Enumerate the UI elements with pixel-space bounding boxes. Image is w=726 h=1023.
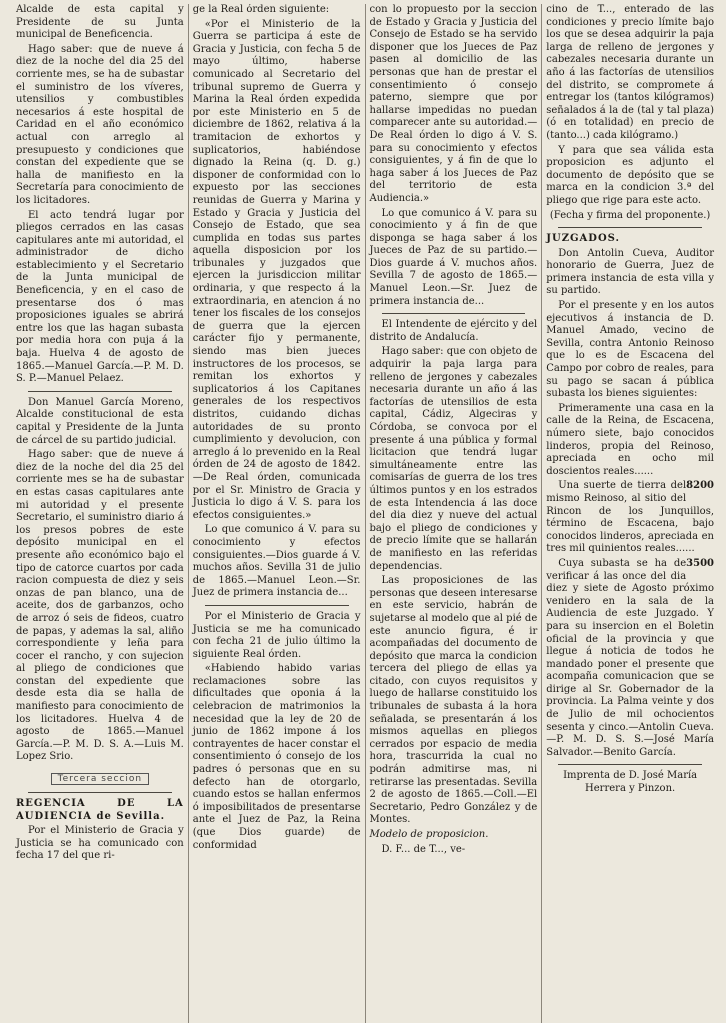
section-stamp: Tercera seccion (51, 773, 149, 785)
paragraph: Por el presente y en los autos ejecutivos á instancia de D. Manuel Amado, vecino de Sevilla, contra Antonio Reinoso que lo es de Escacena del Campo por cobro de reales, para su pago se sacan á pública subasta los bienes siguientes: (546, 300, 714, 400)
paragraph: Por el Ministerio de Gracia y Justicia se ha comunicado con fecha 17 del que ri- (16, 825, 184, 862)
divider (558, 764, 702, 765)
price-value: 8200 (686, 480, 714, 492)
paragraph: Una suerte de tierra del mismo Reinoso, al sitio del Rincon de los Junquillos, término de Escacena, bajo conocidos linderos, apreciada en tres mil quinientos reales...... (546, 480, 714, 555)
paragraph: Las proposiciones de las personas que deseen interesarse en este servicio, habrán de sujetarse al modelo que al pié de este anuncio figura, é ir acompañadas del documento de depósito que marca la condicion tercera del pliego de ellas ya citado, con cuyos requisitos y luego de hallarse constituido los tribunales de subasta á la hora señalada, se presentarán á los mismos aquellas en pliegos cerrados por espacio de media hora, trascurrida la cual no podrán admitirse mas, ni retirarse las presentadas. Sevilla 2 de agosto de 1865.—Coll.—El Secretario, Pedro González y de Montes. (369, 575, 538, 826)
paragraph: Primeramente una casa en la calle de la Reina, de Escacena, número siete, bajo conocidos linderos, propia del Reinoso, apreciada en ocho mil doscientos reales...... (546, 402, 714, 477)
column-4 (541, 4, 718, 1023)
paragraph: Cuya subasta se ha de verificar á las once del dia diez y siete de Agosto próximo venidero en la sala de la Audiencia de este Juzgado. Y para su insercion en el Boletin oficial de la provincia y que llegue á noticia de todos he mandado poner el presente que acompaña comunicacion que se dirige al Sr. Gobernador de la provincia. La Palma veinte y dos de Julio de mil ochocientos sesenta y cinco.—Antolin Cueva.—P. M. D. S. S.—José María Salvador.—Benito García. (546, 557, 714, 758)
paragraph: Hago saber: que de nueve á diez de la noche del dia 25 del corriente mes, se ha de subastar el suministro de los víveres, utensilios y combustibles necesarios á este hospital de Caridad en el año económico actual con arreglo al presupuesto y condiciones que constan del expediente que se halla de manifiesto en la Secretaría para conocimiento de los licitadores. (16, 43, 184, 206)
paragraph: El Intendente de ejército y del distrito de Andalucía. (369, 319, 538, 343)
paragraph: Por el Ministerio de Gracia y Justicia se me ha comunicado con fecha 21 de julio último la siguiente Real órden. (192, 610, 361, 660)
paragraph: Lo que comunico á V. para su conocimiento y efectos consiguientes.—Dios guarde á V. muchos años. Sevilla 31 de julio de 1865.—Manuel Leon.—Sr. Juez de primera instancia de... (192, 524, 361, 599)
section-stamp-wrap (16, 766, 184, 787)
paragraph: Hago saber: que con objeto de adquirir la paja larga para relleno de jergones y cabezales necesaria durante un año á las factorías de utensilios de esta capital, Cádiz, Algeciras y Córdoba, se convoca por el presente á una pública y formal licitacion que tendrá lugar simultáneamente entre las comisarías de guerra de los tres últimos puntos y en los estrados de esta Intendencia á las doce del dia diez y nueve del actual bajo el pliego de condiciones y de precio límite que se hallarán de manifiesto en las referidas dependencias. (369, 346, 538, 572)
subheading: Modelo de proposicion. (369, 829, 489, 840)
paragraph: ge la Real órden siguiente: (192, 4, 330, 15)
paragraph: «Por el Ministerio de la Guerra se participa á este de Gracia y Justicia, con fecha 5 de mayo último, haberse comunicado al Secretario del tribunal supremo de Guerra y Marina la Real órden expedida por este Ministerio en 5 de diciembre de 1862, relativa á la tramitacion de exhortos y suplicatorios, habiéndose dignado la Reina (q. D. g.) disponer de conformidad con lo expuesto por las secciones reunidas de Guerra y Marina y Estado y Gracia y Justicia del Consejo de Estado, que sea cumplida en todas sus partes aquella disposicion por los tribunales y juzgados que ejercen la jurisdiccion militar ordinaria, y que respecto á la extraordinaria, en atencion á no tener los fiscales de los consejos de guerra que la ejercen carácter fijo y permanente, siendo mas bien jueces instructores de los procesos, se remitan los exhortos y suplicatorios á los Capitanes generales de los respectivos distritos, cuidando dichas autoridades de su pronto cumplimiento y devolucion, con arreglo á lo prevenido en la Real órden de 24 de agosto de 1842.—De Real órden, comunicada por el Sr. Ministro de Gracia y Justicia lo digo á V. S. para los efectos consiguientes.» (192, 18, 361, 521)
divider (205, 605, 349, 606)
paragraph: Don Antolin Cueva, Auditor honorario de Guerra, Juez de primera instancia de esta villa y su partido. (546, 247, 714, 297)
section-heading: JUZGADOS. (546, 233, 621, 245)
paragraph: Don Manuel García Moreno, Alcalde constitucional de esta capital y Presidente de la Junta de cárcel de su partido judicial. (16, 396, 184, 446)
price-value: 3500 (686, 557, 714, 569)
column-1 (12, 4, 188, 1023)
column-3 (365, 4, 542, 1023)
paragraph: «Habiendo habido varias reclamaciones sobre las dificultades que oponia á la celebracion de matrimonios la necesidad que la ley de 20 de junio de 1862 impone á los contrayentes de hacer constar el consentimiento ó consejo de los padres ó personas que en su defecto han de otorgarlo, cuando estos se hallan enfermos ó imposibilitados de presentarse ante el Juez de Paz, la Reina (que Dios guarde) de conformidad (192, 663, 361, 851)
paragraph: Alcalde de esta capital y Presidente de su Junta municipal de Beneficencia. (16, 4, 184, 41)
paragraph: Imprenta de D. José María Herrera y Pinzon. (563, 770, 698, 795)
paragraph: Y para que sea válida esta proposicion es adjunto el documento de depósito que se marca en la condicion 3.ª del pliego que rige para este acto. (546, 144, 714, 206)
divider (28, 391, 172, 392)
paragraph: D. F... de T..., ve- (381, 843, 466, 855)
paragraph: cino de T..., enterado de las condiciones y precio límite bajo los que se desea adquirir la paja larga de relleno de jergones y cabezales necesaria durante un año á las factorías de utensilios del distrito, se compromete á entregar los (tantos kilógramos) señalados á la de (tal y tal plaza) (ó en totalidad) en precio de (tanto...) cada kilógramo.) (546, 4, 714, 141)
divider (28, 792, 172, 793)
section-heading: REGENCIA DE LA AUDIENCIA de Sevilla. (16, 798, 184, 822)
columns (12, 4, 718, 1023)
paragraph: (Fecha y firma del proponente.) (549, 209, 711, 221)
divider (382, 313, 526, 314)
paragraph: Hago saber: que de nueve á diez de la noche del dia 25 del corriente mes se ha de subastar en estas casas capitulares ante mi autoridad y el presente Secretario, el suministro diario á los presos pobres de este depósito municipal en el presente año económico bajo el tipo de catorce cuartos por cada racion compuesta de diez y seis onzas de pan blanco, una de aceite, dos de garbanzos, ocho de arroz ó seis de fideos, cuatro de papas, y ademas la sal, aliño correspondiente y leña para cocer el rancho, y con sujecion al pliego de condiciones que constan del expediente que desde esta dia se halla de manifiesto para conocimiento de los licitadores. Huelva 4 de agosto de 1865.—Manuel García.—P. M. D. S. A.—Luis M. Lopez Srio. (16, 449, 184, 763)
paragraph: Lo que comunico á V. para su conocimiento y á fin de que disponga se haga saber á los Jueces de Paz de su partido.—Dios guarde á V. muchos años. Sevilla 7 de agosto de 1865.—Manuel Leon.—Sr. Juez de primera instancia de... (369, 207, 538, 307)
column-2 (188, 4, 365, 1023)
paragraph: con lo propuesto por la seccion de Estado y Gracia y Justicia del Consejo de Estado se ha servido disponer que los Jueces de Paz pasen al domicilio de las personas que han de prestar el consentimiento ó consejo paterno, siempre que por hallarse impedidas no puedan comparecer ante su autoridad.—De Real órden lo digo á V. S. para su conocimiento y efectos consiguientes, y á fin de que lo haga saber á los Jueces de Paz del territorio de esta Audiencia.» (369, 4, 538, 204)
paragraph: El acto tendrá lugar por pliegos cerrados en las casas capitulares ante mi autoridad, el administrador de dicho establecimiento y el Secretario de la Junta municipal de Beneficencia, y en el caso de presentarse dos ó mas proposiciones iguales se abrirá entre los que las hagan subasta por media hora con puja á la baja. Huelva 4 de agosto de 1865.—Manuel García.—P. M. D. S. P.—Manuel Pelaez. (16, 209, 184, 385)
divider (558, 227, 702, 228)
